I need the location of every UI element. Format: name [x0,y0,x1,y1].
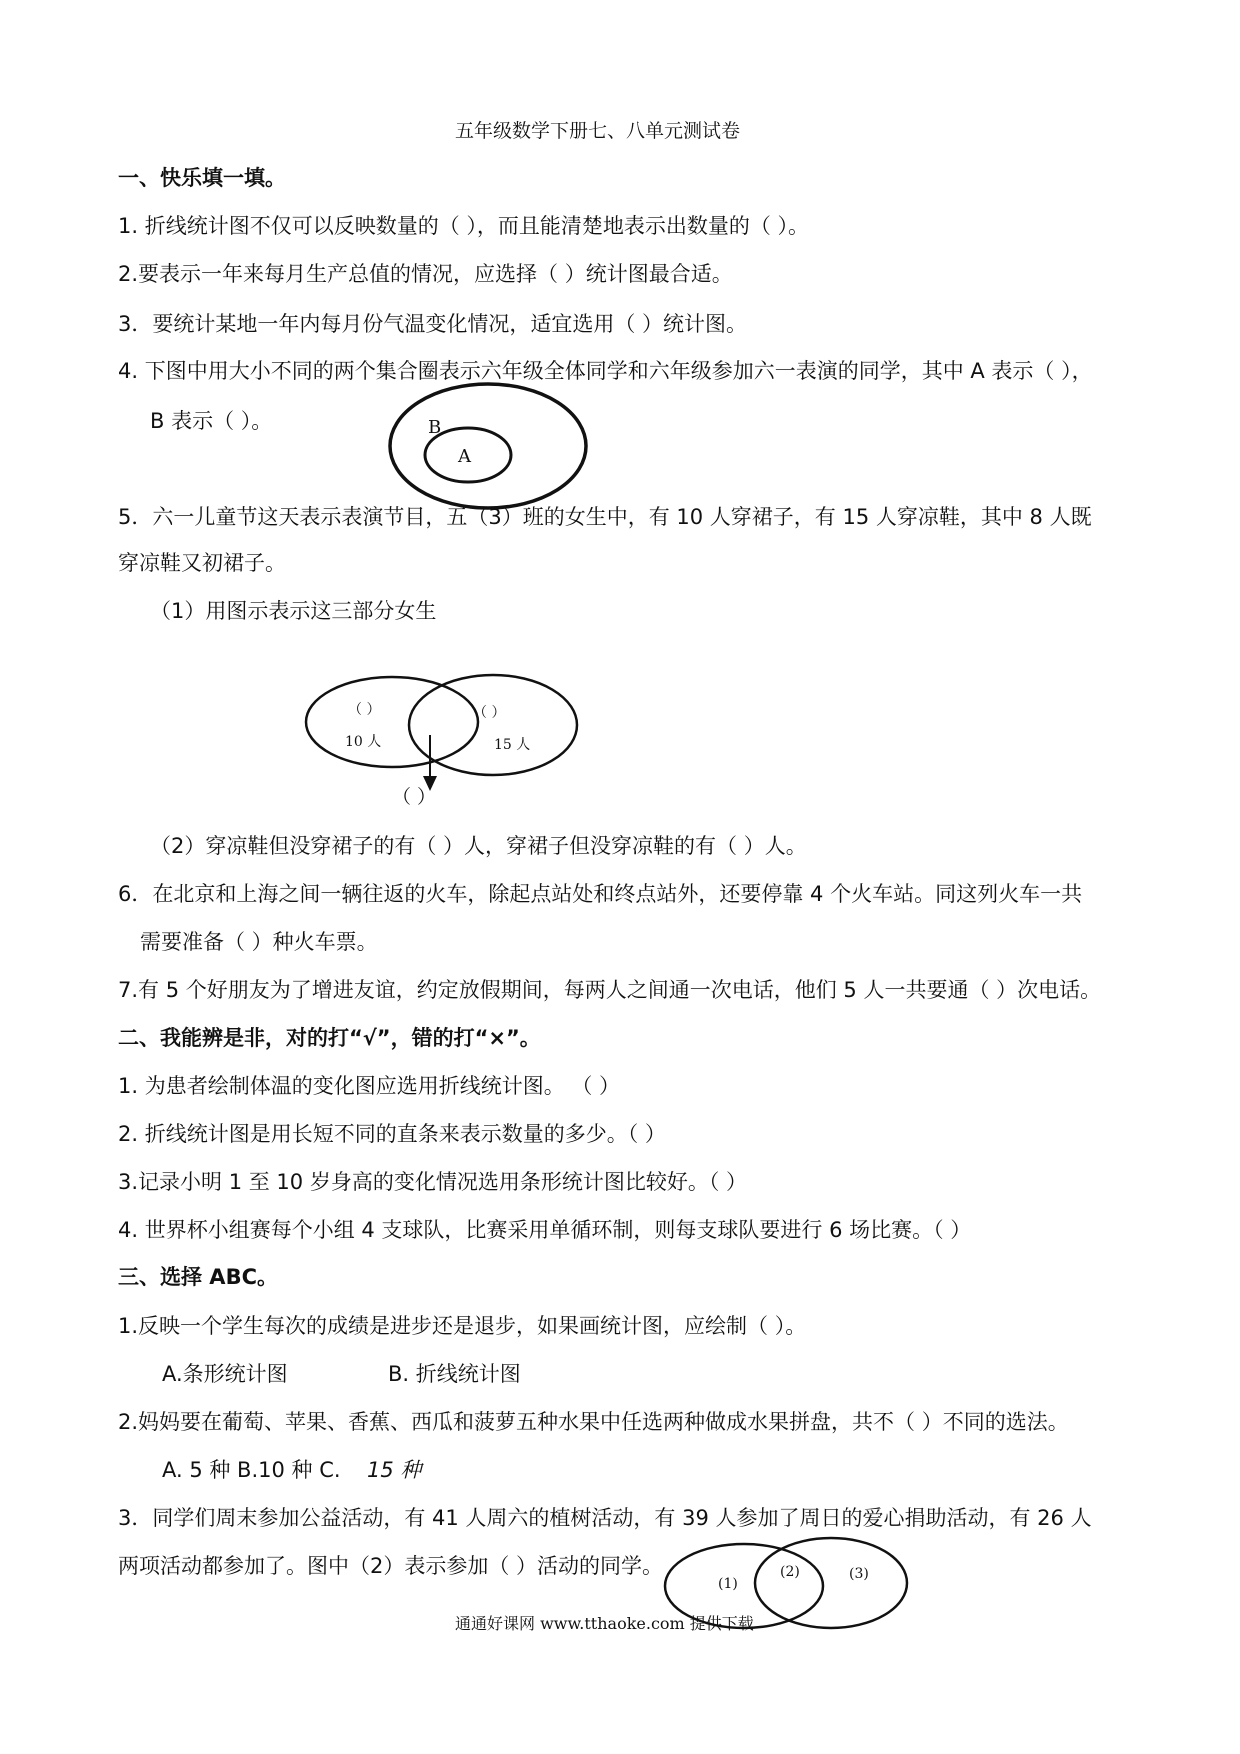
venn-right-top: （ ） [473,705,506,721]
venn-label-3: (3) [849,1566,869,1582]
s1-q5-line2: 穿凉鞋又初裙子。 [118,551,286,575]
s3-q3-line1: 3．同学们周末参加公益活动，有 41 人周六的植树活动，有 39 人参加了周日的爱心捐助活动，有 26 人 [118,1506,1092,1530]
section2-heading: 二、我能辨是非，对的打“√”，错的打“×”。 [118,1026,541,1050]
s1-q1: 1. 折线统计图不仅可以反映数量的（ ），而且能清楚地表示出数量的（ ）。 [118,214,810,238]
s1-q2: 2.要表示一年来每月生产总值的情况，应选择（ ）统计图最合适。 [118,262,733,286]
set-label-a: A [458,446,471,467]
s1-q7: 7.有 5 个好朋友为了增进友谊，约定放假期间，每两人之间通一次电话，他们 5 人一共要通（ ）次电话。 [118,978,1102,1002]
s2-q4: 4. 世界杯小组赛每个小组 4 支球队，比赛采用单循环制，则每支球队要进行 6 场比赛。（ ） [118,1218,972,1242]
s1-q4-line1: 4. 下图中用大小不同的两个集合圈表示六年级全体同学和六年级参加六一表演的同学，其中 A 表示（ ）， [118,359,1093,383]
page-title: 五年级数学下册七、八单元测试卷 [455,120,741,142]
s1-q5-sub1: （1）用图示表示这三部分女生 [150,599,437,623]
s3-q3-line2: 两项活动都参加了。图中（2）表示参加（ ）活动的同学。 [118,1554,664,1578]
s2-q1: 1. 为患者绘制体温的变化图应选用折线统计图。 （ ） [118,1074,621,1098]
s3-q1: 1.反映一个学生每次的成绩是进步还是退步，如果画统计图，应绘制（ ）。 [118,1314,807,1338]
s1-q3: 3．要统计某地一年内每月份气温变化情况，适宜选用（ ）统计图。 [118,312,748,336]
s1-q6-line2: 需要准备（ ）种火车票。 [140,930,378,954]
venn-left-top: （ ） [348,702,381,718]
footer-text: 通通好课网 www.tthaoke.com 提供下载 [455,1614,754,1633]
s3-q1-option-b: B. 折线统计图 [388,1362,521,1386]
s1-q5-line1: 5．六一儿童节这天表示表演节目，五（3）班的女生中，有 10 人穿裙子，有 15 人穿凉鞋，其中 8 人既 [118,505,1092,529]
s1-q4-line2: B 表示（ ）。 [150,409,273,433]
venn-overlap-label: （ ） [392,786,437,808]
s2-q3: 3.记录小明 1 至 10 岁身高的变化情况选用条形统计图比较好。（ ） [118,1170,747,1194]
s3-q2-option-c: 15 种 [367,1458,422,1482]
s1-q6-line1: 6．在北京和上海之间一辆往返的火车，除起点站处和终点站外，还要停靠 4 个火车站。同这列火车一共 [118,882,1083,906]
venn-label-1: (1) [718,1576,738,1592]
s3-q2-options: A. 5 种 B.10 种 C. [162,1458,341,1482]
venn-label-2: (2) [780,1564,800,1580]
set-label-b: B [428,417,442,438]
s3-q1-option-a: A.条形统计图 [162,1362,288,1386]
section3-heading: 三、选择 ABC。 [118,1265,278,1289]
s3-q2: 2.妈妈要在葡萄、苹果、香蕉、西瓜和菠萝五种水果中任选两种做成水果拼盘，共不（ ）不同的选法。 [118,1410,1069,1434]
s1-q5-sub2: （2）穿凉鞋但没穿裙子的有（ ）人，穿裙子但没穿凉鞋的有（ ）人。 [150,834,807,858]
venn-left-bottom: 10 人 [345,734,382,750]
venn-right-bottom: 15 人 [494,737,531,753]
s2-q2: 2. 折线统计图是用长短不同的直条来表示数量的多少。（ ） [118,1122,666,1146]
section1-heading: 一、快乐填一填。 [118,166,286,190]
venn-sunday-circle [755,1538,907,1628]
